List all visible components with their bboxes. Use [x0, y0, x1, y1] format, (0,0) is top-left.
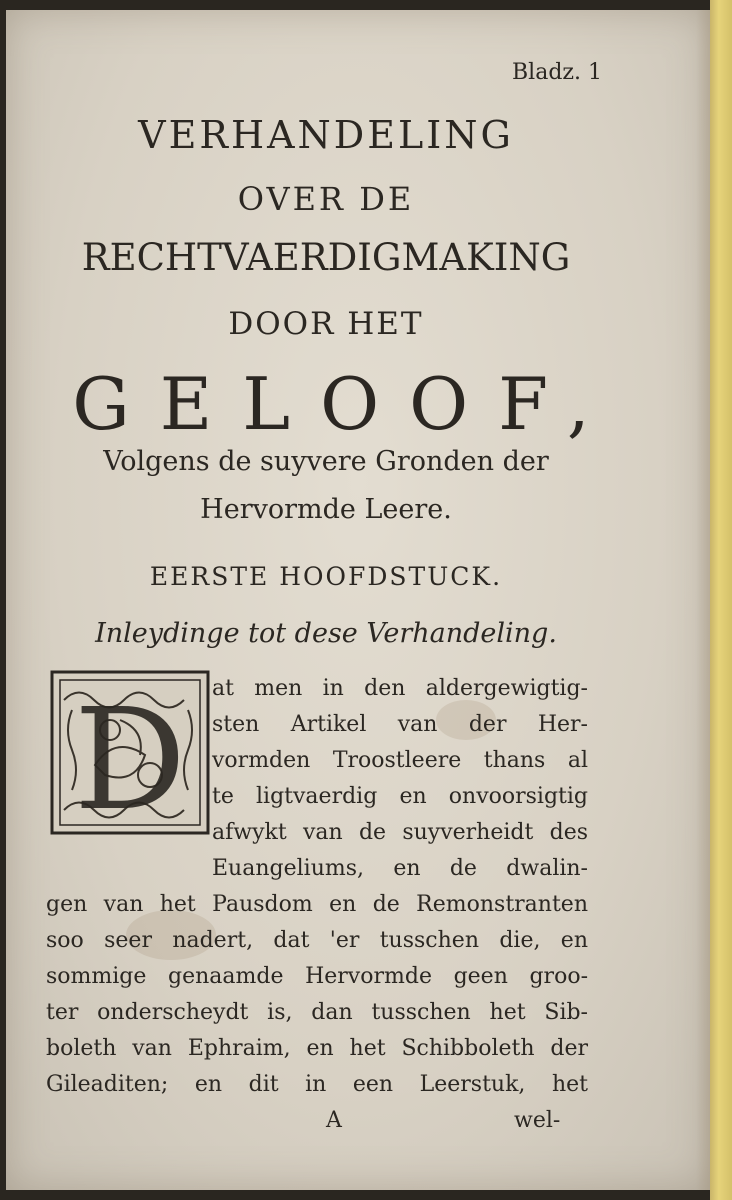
body-line: soo seer nadert, dat 'er tusschen die, en — [46, 928, 588, 953]
body-line: Gileaditen; en dit in een Leerstuk, het — [46, 1072, 588, 1097]
body-line: te ligtvaerdig en onvoorsigtig — [212, 784, 588, 809]
dropcap-letter: D — [73, 679, 187, 835]
body-line: afwykt van de suyverheidt des — [212, 820, 588, 845]
catchword: wel- — [514, 1108, 561, 1133]
title-line-4: DOOR HET — [228, 306, 424, 342]
signature-mark: A — [326, 1108, 342, 1133]
book-binding — [710, 0, 732, 1200]
ornamental-dropcap — [50, 670, 210, 835]
body-line: at men in den aldergewigtig- — [212, 676, 588, 701]
book-page — [6, 10, 710, 1190]
body-line: boleth van Ephraim, en het Schibboleth der — [46, 1036, 588, 1061]
subtitle-line-1: Volgens de suyvere Gronden der — [103, 446, 549, 477]
body-line: ter onderscheydt is, dan tusschen het Sib- — [46, 1000, 588, 1025]
title-line-3: RECHTVAERDIGMAKING — [81, 236, 571, 279]
chapter-heading: EERSTE HOOFDSTUCK. — [149, 562, 503, 591]
page-edge-shadow — [696, 10, 710, 1190]
subtitle-line-2: Hervormde Leere. — [200, 494, 452, 525]
title-line-2: OVER DE — [237, 180, 415, 218]
body-line: sten Artikel van der Her- — [212, 712, 588, 737]
title-line-1: VERHANDELING — [138, 113, 514, 157]
body-line: gen van het Pausdom en de Remonstranten — [46, 892, 588, 917]
intro-heading: Inleydinge tot dese Verhandeling. — [95, 618, 557, 649]
page-number: Bladz. 1 — [512, 60, 602, 85]
body-line: Euangeliums, en de dwalin- — [212, 856, 588, 881]
title-line-5: GELOOF, — [72, 362, 620, 446]
body-line: sommige genaamde Hervormde geen groo- — [46, 964, 588, 989]
body-line: vormden Troostleere thans al — [212, 748, 588, 773]
